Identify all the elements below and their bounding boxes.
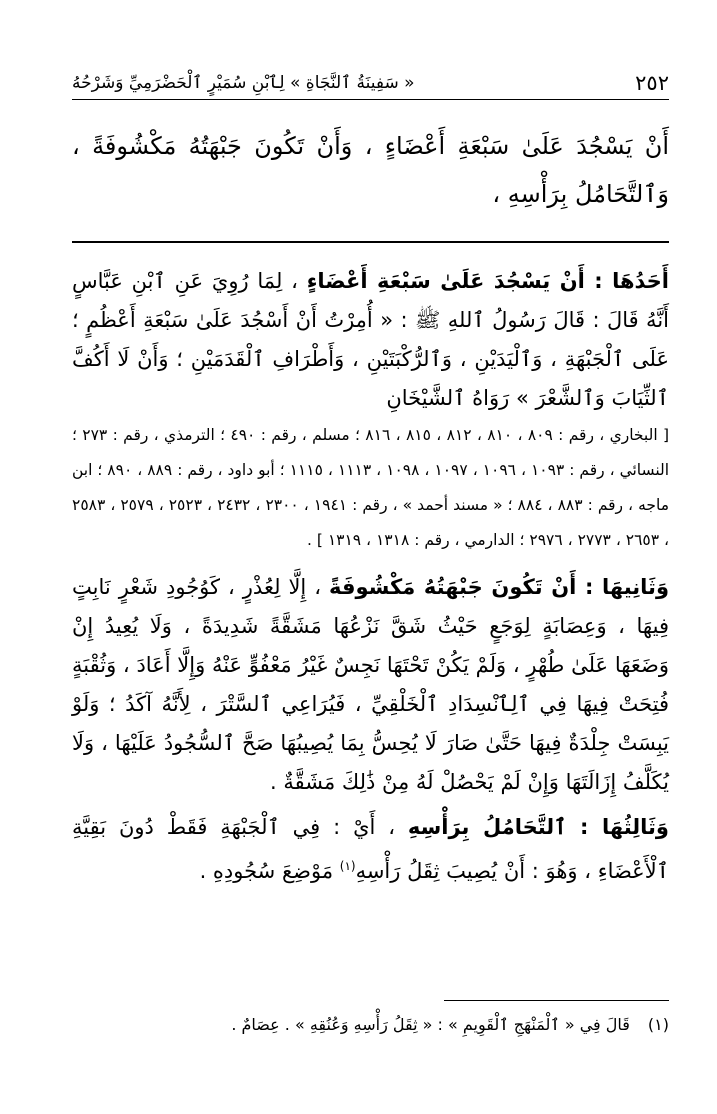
footnote-number: (١) — [647, 1015, 669, 1034]
third-condition-text: ، أَيْ : فِي ٱلْجَبْهَةِ فَقَطْ دُونَ بَقِيَّةِ ٱلْأَعْضَاءِ ، وَهُوَ : أَنْ يُصِيبَ ثِقَلُ رَأْسِهِ — [72, 815, 669, 883]
page-number: ٢٥٢ — [635, 71, 669, 95]
footnote — [72, 1012, 669, 1038]
footnote-divider — [444, 1000, 669, 1001]
running-title: « سَفِينَةُ ٱلنَّجَاةِ » لِٱبْنِ سُمَيْرٍ ٱلْحَضْرَمِيِّ وَشَرْحُهُ — [72, 73, 415, 93]
commentary-paragraph-first — [72, 262, 669, 418]
third-condition-tail: مَوْضِعَ سُجُودِهِ . — [199, 859, 340, 883]
commentary-paragraph-third — [72, 808, 669, 891]
matn-divider — [72, 241, 669, 243]
commentary-paragraph-second — [72, 568, 669, 802]
hadith-references: [ البخاري ، رقم : ٨٠٩ ، ٨١٠ ، ٨١٢ ، ٨١٥ ، ٨١٦ ؛ مسلم ، رقم : ٤٩٠ ؛ الترمذي ، رقم : ٢٧٣ ؛ النسائي ، رقم : ١٠٩٣ ، ١٠٩٦ ، ١٠٩٧ ، ١٠٩٨ ، ١١١٣ ، ١١١٥ ؛ أبو داود ، رقم : ٨٨٩ ، ٨٩٠ ؛ ابن ماجه ، رقم : ٨٨٣ ، ٨٨٤ ؛ « مسند أحمد » ، رقم : ١٩٤١ ، ٢٣٠٠ ، ٢٤٣٢ ، ٢٥٢٣ ، ٢٥٧٩ ، ٢٥٨٣ ، ٢٦٥٣ ، ٢٧٧٣ ، ٢٩٧٦ ؛ الدارمي ، رقم : ١٣١٨ ، ١٣١٩ ] . — [72, 426, 670, 549]
first-condition-text: ، لِمَا رُوِيَ عَنِ ٱبْنِ عَبَّاسٍ أَنَّهُ قَالَ : قَالَ رَسُولُ ٱللهِ ﷺ : « أُمِرْتُ أَنْ أَسْجُدَ عَلَىٰ سَبْعَةِ أَعْظُمٍ ؛ عَلَى ٱلْجَبْهَةِ ، وَٱلْيَدَيْنِ ، وَٱلرُّكْبَتَيْنِ ، وَأَطْرَافِ ٱلْقَدَمَيْنِ ؛ وَأَنْ لَا أَكُفَّ ٱلثِّيَابَ وَٱلشَّعْرَ » رَوَاهُ ٱلشَّيْخَانِ — [72, 269, 669, 410]
page-header — [72, 60, 669, 100]
commentary — [72, 262, 669, 891]
matn-text: أَنْ يَسْجُدَ عَلَىٰ سَبْعَةِ أَعْضَاءٍ ، وَأَنْ تَكُونَ جَبْهَتُهُ مَكْشُوفَةً ، وَٱلتَّحَامُلُ بِرَأْسِهِ ، — [72, 132, 669, 208]
footnote-reference: (١) — [339, 859, 356, 873]
first-condition-heading: أَحَدُهَا : أَنْ يَسْجُدَ عَلَىٰ سَبْعَةِ أَعْضَاءٍ — [306, 269, 669, 293]
third-condition-heading: وَثَالِثُهَا : ٱلتَّحَامُلُ بِرَأْسِهِ — [407, 815, 669, 839]
second-condition-text: ، إِلَّا لِعُذْرٍ ، كَوُجُودِ شَعْرٍ نَابِتٍ فِيهَا ، وَعِصَابَةٍ لِوَجَعٍ حَيْثُ شَقَّ نَزْعُهَا مَشَقَّةً شَدِيدَةً ، وَلَا يُعِيدُ إِنْ وَضَعَهَا عَلَىٰ طُهْرٍ ، وَلَمْ يَكُنْ تَحْتَهَا نَجِسٌ غَيْرُ مَعْفُوٍّ عَنْهُ وَإِلَّا أَعَادَ ، وَثُقْبَةٍ فُتِحَتْ فِيهَا فِي ٱلِٱنْسِدَادِ ٱلْخَلْقِيِّ ، فَيُرَاعِي ٱلسَّتْرَ ، لِأَنَّهُ آكَدُ ؛ وَلَوْ يَبِسَتْ جِلْدَةٌ فِيهَا حَتَّىٰ صَارَ لَا يُحِسُّ بِمَا يُصِيبُهَا صَحَّ ٱلسُّجُودُ عَلَيْهَا ، وَلَا يُكَلَّفُ إِزَالَتَهَا وَإِنْ لَمْ يَحْصُلْ لَهُ مِنْ ذَٰلِكَ مَشَقَّةٌ . — [72, 575, 669, 794]
footnote-text: قَالَ فِي « ٱلْمَنْهَجِ ٱلْقَوِيمِ » : « ثِقَلُ رَأْسِهِ وَعُنُقِهِ » . عِصَامٌ . — [231, 1015, 630, 1034]
second-condition-heading: وَثَانِيهَا : أَنْ تَكُونَ جَبْهَتُهُ مَكْشُوفَةً — [329, 575, 669, 599]
